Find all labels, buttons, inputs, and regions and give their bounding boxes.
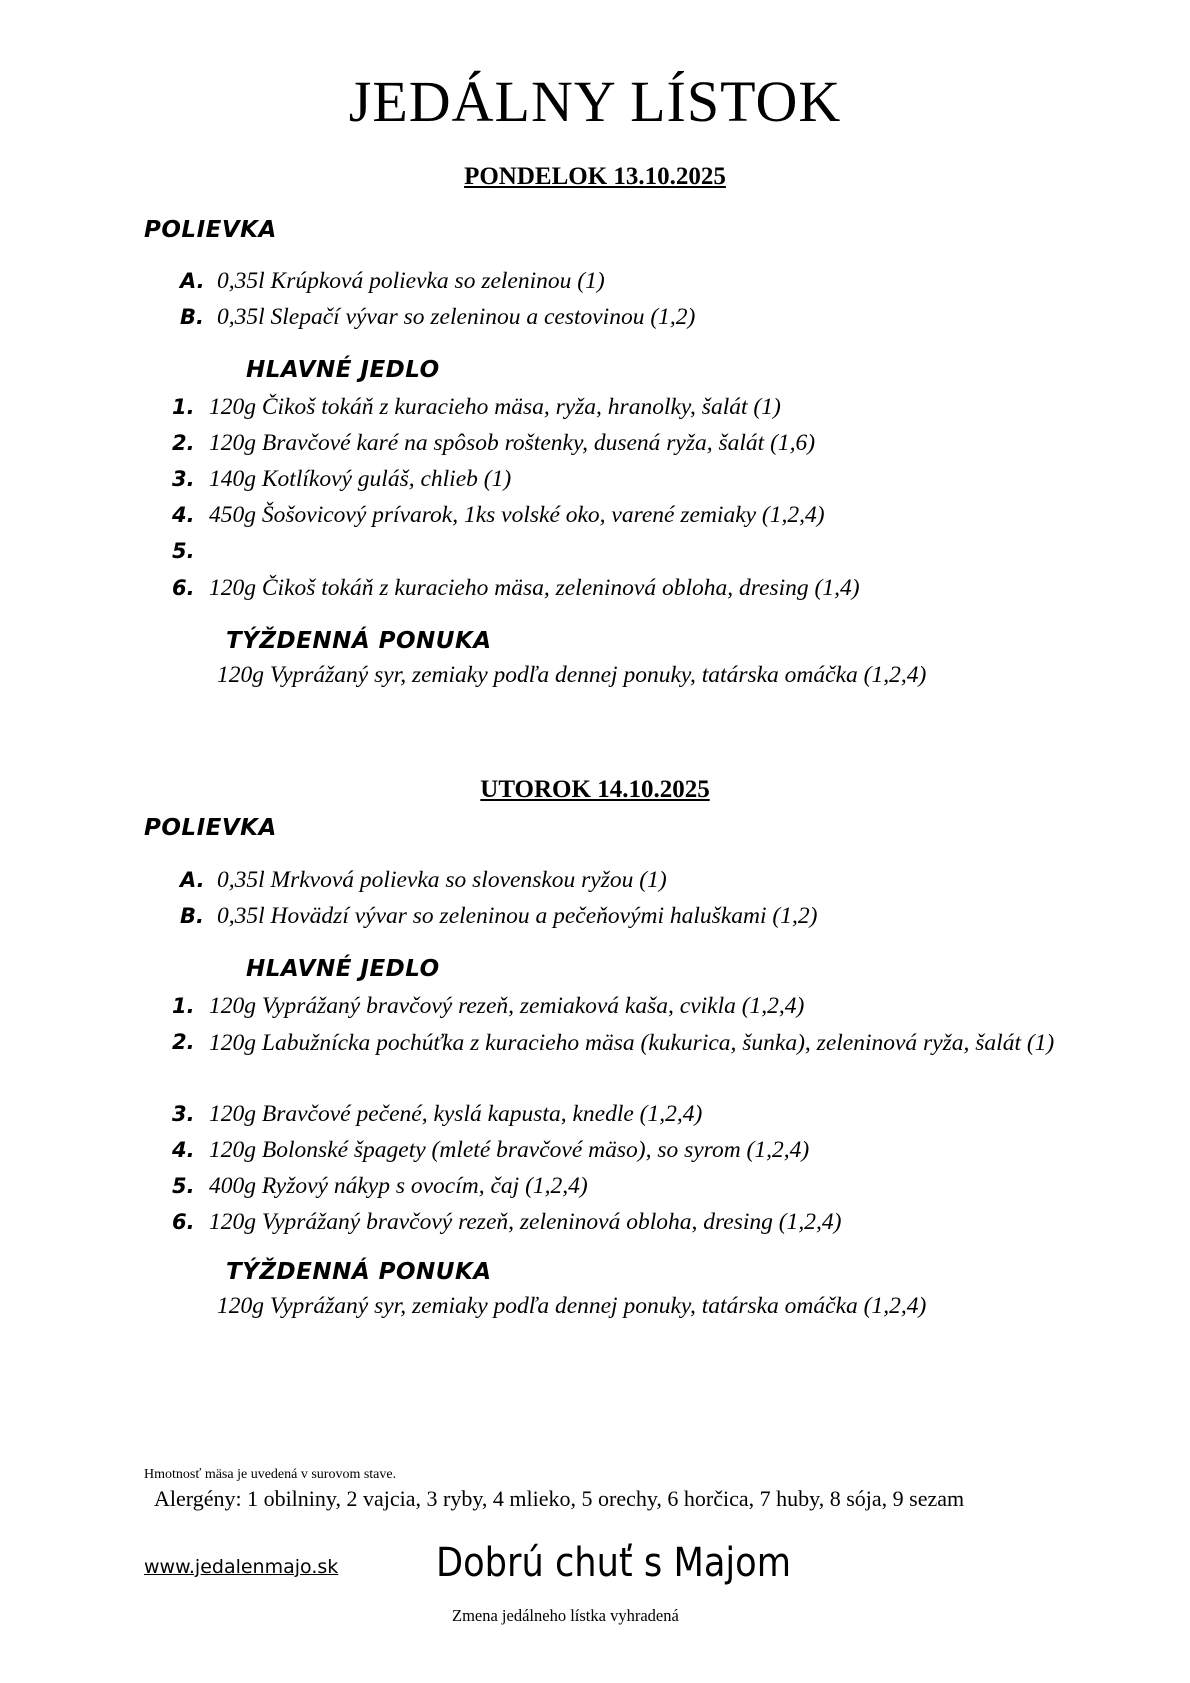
item-marker: 5. bbox=[172, 1174, 195, 1198]
day-date: UTOROK 14.10.2025 bbox=[480, 776, 710, 803]
main-heading: HLAVNÉ JEDLO bbox=[246, 357, 440, 383]
main-heading: HLAVNÉ JEDLO bbox=[246, 956, 440, 982]
slogan: Dobrú chuť s Majom bbox=[436, 1540, 791, 1586]
weekly-offer-text: 120g Vyprážaný syr, zemiaky podľa dennej ponuky, tatárska omáčka (1,2,4) bbox=[217, 662, 927, 688]
item-text: 120g Bravčové karé na spôsob roštenky, dusená ryža, šalát (1,6) bbox=[209, 430, 816, 456]
item-text: 120g Vyprážaný bravčový rezeň, zemiaková kaša, cvikla (1,2,4) bbox=[209, 993, 805, 1019]
item-text: 120g Bolonské špagety (mleté bravčové mäso), so syrom (1,2,4) bbox=[209, 1137, 810, 1163]
item-text: 120g Čikoš tokáň z kuracieho mäsa, zeleninová obloha, dresing (1,4) bbox=[209, 575, 860, 601]
page-title: JEDÁLNY LÍSTOK bbox=[348, 69, 842, 134]
item-text: 0,35l Hovädzí vývar so zeleninou a pečeňovými haluškami (1,2) bbox=[217, 903, 818, 929]
item-text: 0,35l Krúpková polievka so zeleninou (1) bbox=[217, 268, 605, 294]
item-marker: 6. bbox=[172, 576, 195, 600]
item-text: 400g Ryžový nákyp s ovocím, čaj (1,2,4) bbox=[209, 1173, 588, 1199]
item-marker: B. bbox=[180, 305, 204, 329]
day-date: PONDELOK 13.10.2025 bbox=[464, 163, 726, 190]
item-marker: 4. bbox=[172, 1138, 195, 1162]
item-text: 450g Šošovicový prívarok, 1ks volské oko, varené zemiaky (1,2,4) bbox=[209, 502, 825, 528]
item-text: 0,35l Mrkvová polievka so slovenskou ryžou (1) bbox=[217, 867, 667, 893]
item-text: 140g Kotlíkový guláš, chlieb (1) bbox=[209, 466, 512, 492]
item-marker: 3. bbox=[172, 1102, 195, 1126]
item-marker: A. bbox=[180, 868, 205, 892]
weekly-offer-text: 120g Vyprážaný syr, zemiaky podľa dennej ponuky, tatárska omáčka (1,2,4) bbox=[217, 1293, 927, 1319]
item-text: 120g Labužnícka pochúťka z kuracieho mäsa (kukurica, šunka), zeleninová ryža, šalát (1) bbox=[209, 1030, 1055, 1056]
weekly-heading: TÝŽDENNÁ PONUKA bbox=[226, 628, 492, 654]
item-marker: B. bbox=[180, 904, 204, 928]
weekly-heading: TÝŽDENNÁ PONUKA bbox=[226, 1259, 492, 1285]
soup-heading: POLIEVKA bbox=[144, 217, 277, 243]
item-marker: 1. bbox=[172, 395, 195, 419]
item-marker: A. bbox=[180, 269, 205, 293]
item-marker: 2. bbox=[172, 431, 195, 455]
item-text: 120g Bravčové pečené, kyslá kapusta, knedle (1,2,4) bbox=[209, 1101, 703, 1127]
item-marker: 4. bbox=[172, 503, 195, 527]
item-marker: 1. bbox=[172, 994, 195, 1018]
item-marker: 5. bbox=[172, 539, 195, 563]
item-marker: 6. bbox=[172, 1210, 195, 1234]
item-text: 0,35l Slepačí vývar so zeleninou a cestovinou (1,2) bbox=[217, 304, 696, 330]
meat-weight-note: Hmotnosť mäsa je uvedená v surovom stave. bbox=[144, 1467, 397, 1482]
item-text: 120g Vyprážaný bravčový rezeň, zeleninová obloha, dresing (1,2,4) bbox=[209, 1209, 842, 1235]
item-marker: 3. bbox=[172, 467, 195, 491]
item-text: 120g Čikoš tokáň z kuracieho mäsa, ryža, hranolky, šalát (1) bbox=[209, 394, 781, 420]
item-marker: 2. bbox=[172, 1030, 195, 1054]
allergens-legend: Alergény: 1 obilniny, 2 vajcia, 3 ryby, 4 mlieko, 5 orechy, 6 horčica, 7 huby, 8 sója, 9 sezam bbox=[154, 1486, 965, 1511]
change-disclaimer: Zmena jedálneho lístka vyhradená bbox=[452, 1606, 679, 1625]
soup-heading: POLIEVKA bbox=[144, 815, 277, 841]
website-link[interactable]: www.jedalenmajo.sk bbox=[144, 1556, 339, 1578]
